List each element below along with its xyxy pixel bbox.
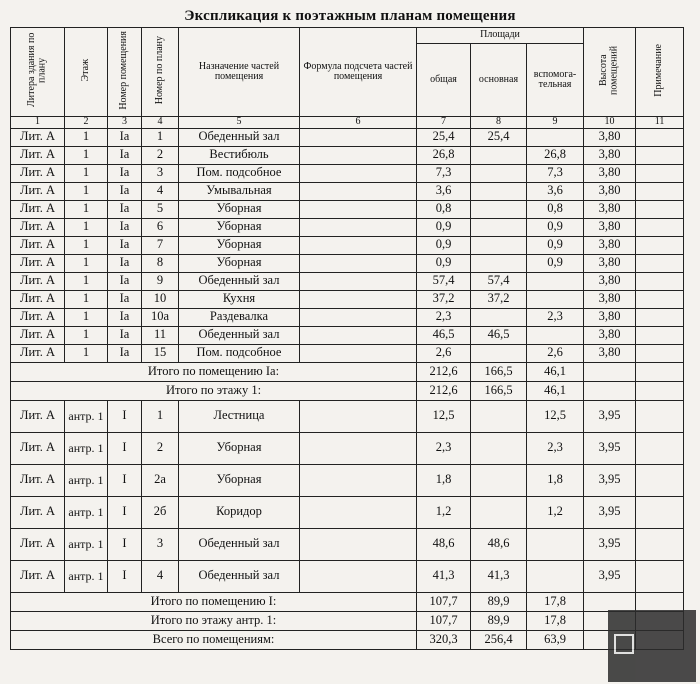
cell-name: Умывальная [179, 182, 300, 200]
sum-main: 89,9 [471, 592, 527, 611]
cell-height: 3,80 [584, 290, 636, 308]
cell-name: Уборная [179, 432, 300, 464]
cell-aux: 26,8 [527, 146, 584, 164]
cell-aux: 0,9 [527, 218, 584, 236]
cell-total: 1,8 [417, 464, 471, 496]
table-row [11, 236, 684, 254]
cell-room: I [108, 496, 142, 528]
cell-name: Пом. подсобное [179, 164, 300, 182]
cell-main [471, 400, 527, 432]
sum-aux: 17,8 [527, 611, 584, 630]
cell-room: Iа [108, 146, 142, 164]
sum-total: 212,6 [417, 381, 471, 400]
cell-total: 7,3 [417, 164, 471, 182]
sum-main: 166,5 [471, 362, 527, 381]
rows-mezzanine [11, 400, 684, 592]
cell-formula [300, 200, 417, 218]
cell-aux: 2,6 [527, 344, 584, 362]
cell-formula [300, 182, 417, 200]
cell-name: Раздевалка [179, 308, 300, 326]
cell-letter: Лит. А [11, 236, 65, 254]
column-number: 3 [108, 117, 142, 129]
table-row [11, 326, 684, 344]
header-note: Примечание [636, 28, 684, 117]
cell-floor: 1 [65, 218, 108, 236]
cell-letter: Лит. А [11, 464, 65, 496]
table-row [11, 344, 684, 362]
cell-height: 3,80 [584, 326, 636, 344]
table-row [11, 164, 684, 182]
cell-floor: 1 [65, 236, 108, 254]
sum-note [636, 592, 684, 611]
column-number: 6 [300, 117, 417, 129]
cell-room: Iа [108, 326, 142, 344]
cell-note [636, 290, 684, 308]
cell-height: 3,95 [584, 432, 636, 464]
cell-height: 3,95 [584, 496, 636, 528]
cell-height: 3,80 [584, 128, 636, 146]
cell-note [636, 182, 684, 200]
cell-note [636, 200, 684, 218]
cell-formula [300, 326, 417, 344]
cell-total: 0,9 [417, 254, 471, 272]
sum-note [636, 381, 684, 400]
cell-total: 37,2 [417, 290, 471, 308]
cell-main: 46,5 [471, 326, 527, 344]
cell-main [471, 344, 527, 362]
cell-main [471, 218, 527, 236]
header-area-main: основная [471, 44, 527, 117]
cell-letter: Лит. А [11, 182, 65, 200]
header-letter: Литера здания по плану [11, 28, 65, 117]
cell-height: 3,80 [584, 164, 636, 182]
column-number: 11 [636, 117, 684, 129]
header-formula: Формула подсчета частей помещения [300, 28, 417, 117]
sum-height [584, 381, 636, 400]
cell-num: 2б [142, 496, 179, 528]
table-row [11, 308, 684, 326]
cell-total: 1,2 [417, 496, 471, 528]
cell-aux: 2,3 [527, 432, 584, 464]
cell-letter: Лит. А [11, 290, 65, 308]
cell-formula [300, 560, 417, 592]
cell-name: Лестница [179, 400, 300, 432]
cell-height: 3,80 [584, 272, 636, 290]
cell-name: Кухня [179, 290, 300, 308]
cell-height: 3,80 [584, 146, 636, 164]
column-number: 7 [417, 117, 471, 129]
cell-room: Iа [108, 290, 142, 308]
cell-aux [527, 528, 584, 560]
cell-letter: Лит. А [11, 344, 65, 362]
cell-height: 3,80 [584, 236, 636, 254]
cell-num: 4 [142, 182, 179, 200]
cell-aux [527, 560, 584, 592]
cell-letter: Лит. А [11, 128, 65, 146]
cell-formula [300, 254, 417, 272]
cell-name: Вестибюль [179, 146, 300, 164]
cell-floor: 1 [65, 128, 108, 146]
cell-formula [300, 432, 417, 464]
sum-label: Итого по помещению Iа: [11, 362, 417, 381]
cell-name: Обеденный зал [179, 272, 300, 290]
grand-total-row [11, 630, 684, 649]
sum-total: 212,6 [417, 362, 471, 381]
cell-letter: Лит. А [11, 326, 65, 344]
header-floor: Этаж [65, 28, 108, 117]
column-number: 8 [471, 117, 527, 129]
header-areas: Площади [417, 28, 584, 44]
cell-note [636, 400, 684, 432]
sum-room-i-row [11, 592, 684, 611]
cell-letter: Лит. А [11, 200, 65, 218]
sum-note [636, 362, 684, 381]
cell-main [471, 254, 527, 272]
cell-floor: 1 [65, 272, 108, 290]
cell-main: 41,3 [471, 560, 527, 592]
sum-total: 107,7 [417, 592, 471, 611]
cell-height: 3,95 [584, 560, 636, 592]
cell-note [636, 496, 684, 528]
cell-total: 2,3 [417, 432, 471, 464]
cell-note [636, 146, 684, 164]
cell-formula [300, 236, 417, 254]
cell-num: 2 [142, 146, 179, 164]
cell-formula [300, 344, 417, 362]
rows-floor-1 [11, 128, 684, 362]
cell-num: 6 [142, 218, 179, 236]
cell-main: 37,2 [471, 290, 527, 308]
table-row [11, 146, 684, 164]
cell-formula [300, 128, 417, 146]
cell-note [636, 308, 684, 326]
table-row [11, 200, 684, 218]
cell-height: 3,80 [584, 218, 636, 236]
cell-main: 25,4 [471, 128, 527, 146]
cell-floor: 1 [65, 344, 108, 362]
cell-total: 0,9 [417, 218, 471, 236]
cell-letter: Лит. А [11, 528, 65, 560]
cell-name: Уборная [179, 200, 300, 218]
cell-formula [300, 496, 417, 528]
cell-room: I [108, 432, 142, 464]
cell-height: 3,80 [584, 200, 636, 218]
cell-aux: 7,3 [527, 164, 584, 182]
cell-formula [300, 290, 417, 308]
cell-main [471, 146, 527, 164]
cell-letter: Лит. А [11, 254, 65, 272]
cell-room: Iа [108, 218, 142, 236]
sum-height [584, 592, 636, 611]
cell-floor: 1 [65, 254, 108, 272]
cell-letter: Лит. А [11, 432, 65, 464]
header-area-aux: вспомога-тельная [527, 44, 584, 117]
document-title: Экспликация к поэтажным планам помещения [184, 8, 516, 24]
cell-total: 46,5 [417, 326, 471, 344]
sum-total: 107,7 [417, 611, 471, 630]
cell-aux [527, 290, 584, 308]
cell-main [471, 464, 527, 496]
cell-room: Iа [108, 308, 142, 326]
sum-label: Итого по этажу антр. 1: [11, 611, 417, 630]
cell-aux [527, 326, 584, 344]
cell-name: Обеденный зал [179, 128, 300, 146]
cell-aux: 0,8 [527, 200, 584, 218]
cell-height: 3,95 [584, 400, 636, 432]
column-number: 1 [11, 117, 65, 129]
table-row [11, 496, 684, 528]
cell-note [636, 272, 684, 290]
cell-name: Обеденный зал [179, 560, 300, 592]
cell-total: 2,6 [417, 344, 471, 362]
cell-note [636, 432, 684, 464]
cell-main [471, 432, 527, 464]
cell-height: 3,95 [584, 464, 636, 496]
sum-height [584, 362, 636, 381]
cell-room: Iа [108, 182, 142, 200]
cell-floor: антр. 1 [65, 432, 108, 464]
cell-num: 2а [142, 464, 179, 496]
cell-room: Iа [108, 128, 142, 146]
grand-total-total: 320,3 [417, 630, 471, 649]
column-number: 10 [584, 117, 636, 129]
cell-note [636, 344, 684, 362]
cell-name: Уборная [179, 236, 300, 254]
bti-stamp [608, 610, 696, 682]
sum-room-ia-row [11, 362, 684, 381]
cell-room: Iа [108, 254, 142, 272]
header-room-number: Номер помещения [108, 28, 142, 117]
cell-name: Уборная [179, 218, 300, 236]
cell-height: 3,95 [584, 528, 636, 560]
cell-aux: 1,2 [527, 496, 584, 528]
cell-room: Iа [108, 200, 142, 218]
table-row [11, 182, 684, 200]
column-number: 9 [527, 117, 584, 129]
cell-floor: антр. 1 [65, 400, 108, 432]
cell-height: 3,80 [584, 182, 636, 200]
cell-main [471, 164, 527, 182]
cell-room: Iа [108, 164, 142, 182]
cell-num: 9 [142, 272, 179, 290]
cell-room: Iа [108, 236, 142, 254]
cell-letter: Лит. А [11, 496, 65, 528]
cell-num: 3 [142, 164, 179, 182]
cell-num: 10а [142, 308, 179, 326]
cell-main [471, 200, 527, 218]
table-row [11, 218, 684, 236]
cell-main: 57,4 [471, 272, 527, 290]
cell-name: Обеденный зал [179, 528, 300, 560]
cell-main: 48,6 [471, 528, 527, 560]
cell-main [471, 182, 527, 200]
cell-letter: Лит. А [11, 164, 65, 182]
cell-floor: 1 [65, 182, 108, 200]
column-number: 5 [179, 117, 300, 129]
header-plan-number: Номер по плану [142, 28, 179, 117]
cell-num: 10 [142, 290, 179, 308]
sum-aux: 46,1 [527, 362, 584, 381]
cell-num: 7 [142, 236, 179, 254]
cell-note [636, 128, 684, 146]
cell-name: Коридор [179, 496, 300, 528]
cell-room: Iа [108, 344, 142, 362]
cell-floor: 1 [65, 290, 108, 308]
cell-aux: 2,3 [527, 308, 584, 326]
cell-letter: Лит. А [11, 400, 65, 432]
cell-num: 1 [142, 400, 179, 432]
cell-main [471, 308, 527, 326]
cell-total: 41,3 [417, 560, 471, 592]
cell-aux [527, 272, 584, 290]
cell-floor: 1 [65, 200, 108, 218]
cell-room: I [108, 528, 142, 560]
cell-aux: 1,8 [527, 464, 584, 496]
table-row [11, 128, 684, 146]
cell-formula [300, 146, 417, 164]
cell-name: Уборная [179, 464, 300, 496]
cell-letter: Лит. А [11, 560, 65, 592]
cell-height: 3,80 [584, 308, 636, 326]
column-number: 4 [142, 117, 179, 129]
sum-floor-mezzanine-row [11, 611, 684, 630]
cell-note [636, 326, 684, 344]
cell-note [636, 236, 684, 254]
column-number: 2 [65, 117, 108, 129]
cell-num: 15 [142, 344, 179, 362]
cell-floor: антр. 1 [65, 464, 108, 496]
table-row [11, 400, 684, 432]
cell-num: 1 [142, 128, 179, 146]
stamp-logo-icon [614, 634, 634, 654]
sum-label: Итого по этажу 1: [11, 381, 417, 400]
cell-formula [300, 164, 417, 182]
cell-letter: Лит. А [11, 146, 65, 164]
cell-room: I [108, 400, 142, 432]
header-area-total: общая [417, 44, 471, 117]
cell-floor: 1 [65, 164, 108, 182]
table-row [11, 254, 684, 272]
cell-letter: Лит. А [11, 218, 65, 236]
cell-note [636, 528, 684, 560]
cell-room: Iа [108, 272, 142, 290]
cell-formula [300, 464, 417, 496]
cell-floor: 1 [65, 146, 108, 164]
cell-note [636, 254, 684, 272]
cell-aux: 0,9 [527, 254, 584, 272]
cell-formula [300, 400, 417, 432]
cell-total: 3,6 [417, 182, 471, 200]
cell-note [636, 464, 684, 496]
cell-name: Обеденный зал [179, 326, 300, 344]
cell-total: 0,8 [417, 200, 471, 218]
cell-formula [300, 528, 417, 560]
header-purpose: Назначение частей помещения [179, 28, 300, 117]
cell-floor: 1 [65, 308, 108, 326]
cell-height: 3,80 [584, 344, 636, 362]
cell-name: Уборная [179, 254, 300, 272]
cell-main [471, 496, 527, 528]
cell-aux: 3,6 [527, 182, 584, 200]
table-row [11, 464, 684, 496]
table-row [11, 560, 684, 592]
cell-room: I [108, 464, 142, 496]
cell-note [636, 164, 684, 182]
table-row [11, 272, 684, 290]
cell-floor: 1 [65, 326, 108, 344]
cell-floor: антр. 1 [65, 528, 108, 560]
sum-label: Итого по помещению I: [11, 592, 417, 611]
sum-aux: 17,8 [527, 592, 584, 611]
cell-formula [300, 218, 417, 236]
cell-aux [527, 128, 584, 146]
cell-num: 11 [142, 326, 179, 344]
cell-aux: 0,9 [527, 236, 584, 254]
grand-total-aux: 63,9 [527, 630, 584, 649]
sum-aux: 46,1 [527, 381, 584, 400]
cell-num: 4 [142, 560, 179, 592]
table-row [11, 528, 684, 560]
cell-num: 2 [142, 432, 179, 464]
cell-room: I [108, 560, 142, 592]
cell-name: Пом. подсобное [179, 344, 300, 362]
cell-total: 2,3 [417, 308, 471, 326]
cell-total: 0,9 [417, 236, 471, 254]
cell-num: 8 [142, 254, 179, 272]
cell-note [636, 560, 684, 592]
explication-table [10, 27, 684, 650]
cell-formula [300, 272, 417, 290]
column-number-row [11, 117, 684, 129]
cell-num: 5 [142, 200, 179, 218]
cell-total: 12,5 [417, 400, 471, 432]
grand-total-main: 256,4 [471, 630, 527, 649]
sum-main: 89,9 [471, 611, 527, 630]
cell-floor: антр. 1 [65, 560, 108, 592]
table-row [11, 432, 684, 464]
cell-total: 26,8 [417, 146, 471, 164]
cell-aux: 12,5 [527, 400, 584, 432]
cell-formula [300, 308, 417, 326]
cell-num: 3 [142, 528, 179, 560]
sum-floor-1-row [11, 381, 684, 400]
sum-main: 166,5 [471, 381, 527, 400]
header-height: Высота помещений [584, 28, 636, 117]
cell-floor: антр. 1 [65, 496, 108, 528]
cell-total: 57,4 [417, 272, 471, 290]
cell-note [636, 218, 684, 236]
cell-total: 48,6 [417, 528, 471, 560]
cell-height: 3,80 [584, 254, 636, 272]
cell-letter: Лит. А [11, 308, 65, 326]
grand-total-label: Всего по помещениям: [11, 630, 417, 649]
cell-letter: Лит. А [11, 272, 65, 290]
cell-main [471, 236, 527, 254]
table-row [11, 290, 684, 308]
cell-total: 25,4 [417, 128, 471, 146]
